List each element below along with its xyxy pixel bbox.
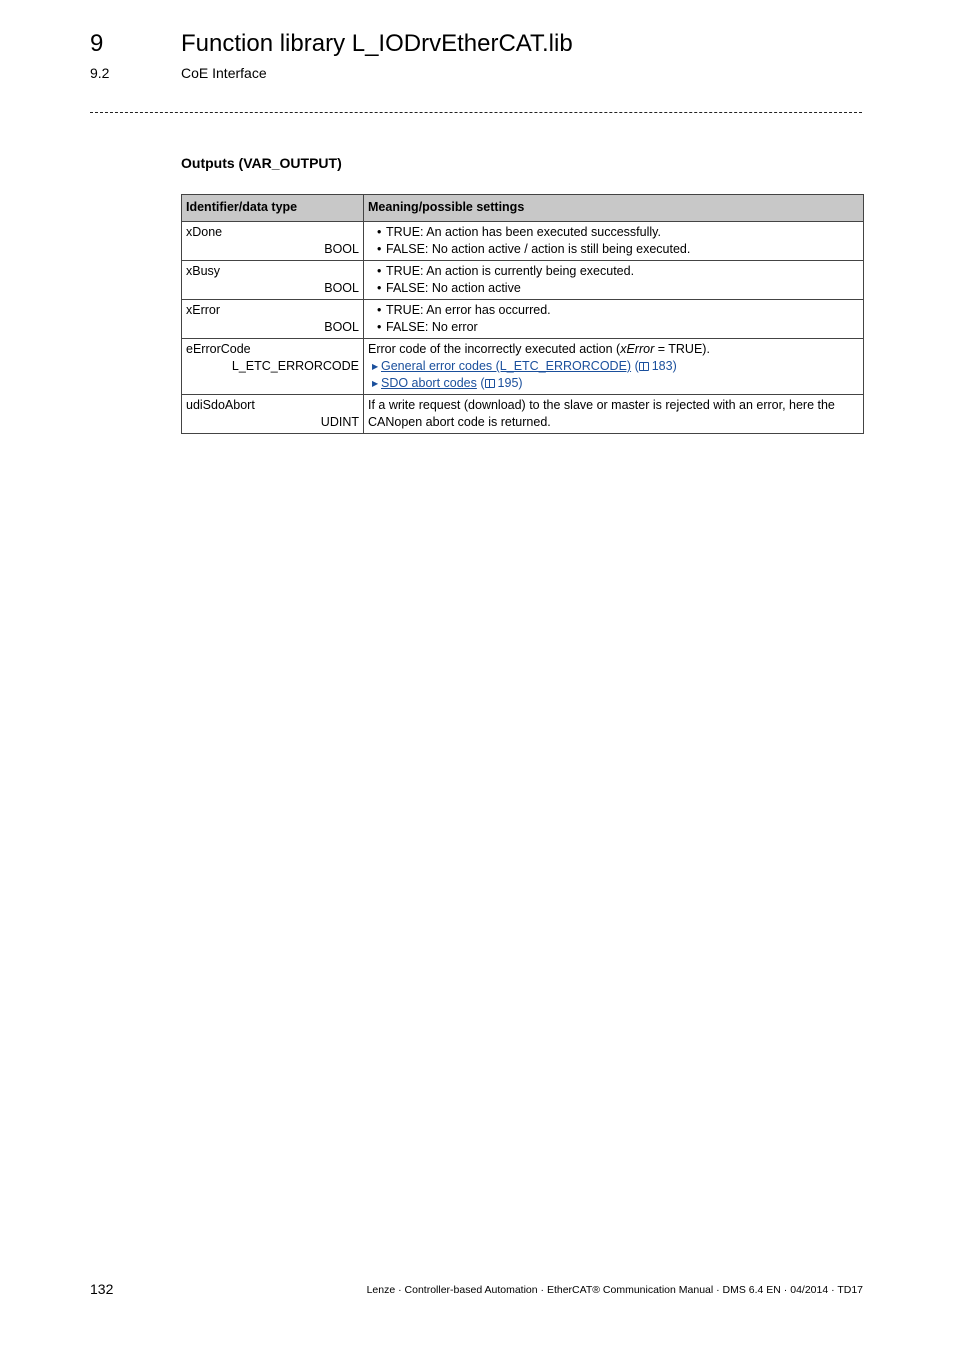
option-item: • TRUE: An action is currently being executed.: [377, 263, 859, 280]
data-type: UDINT: [320, 415, 359, 429]
dashed-divider: [90, 112, 862, 113]
meaning-cell: [364, 261, 864, 300]
cross-reference-item: [368, 358, 859, 375]
footer-publication-info: Lenze · Controller-based Automation · EtherCAT® Communication Manual · DMS 6.4 EN · 04/2014 · TD17: [366, 1284, 863, 1296]
page-header: [90, 28, 870, 84]
table-header-row: [182, 195, 864, 222]
section-title: CoE Interface: [181, 65, 267, 81]
description-italic: xError: [620, 342, 655, 356]
data-type: BOOL: [324, 320, 359, 334]
identifier-cell: [182, 339, 364, 395]
table-row-xerror: [182, 300, 864, 339]
column-header-meaning: Meaning/possible settings: [364, 195, 864, 222]
identifier-name: xBusy: [186, 264, 221, 278]
option-item: • FALSE: No error: [377, 319, 859, 336]
chapter-line: [90, 28, 870, 62]
meaning-cell: [364, 300, 864, 339]
identifier-cell: [182, 222, 364, 261]
meaning-cell: [364, 339, 864, 395]
identifier-cell: [182, 261, 364, 300]
chapter-title: Function library L_IODrvEtherCAT.lib: [181, 30, 573, 57]
triangle-right-icon: ▶: [372, 362, 379, 371]
identifier-cell: [182, 300, 364, 339]
section-number: 9.2: [90, 65, 110, 81]
identifier-cell: [182, 395, 364, 434]
link-general-error-codes[interactable]: General error codes (L_ETC_ERRORCODE): [381, 359, 632, 373]
page-number: 183: [651, 359, 673, 373]
identifier-name: xError: [186, 303, 221, 317]
data-type: BOOL: [324, 242, 359, 256]
page-number-footer: 132: [90, 1281, 114, 1297]
description-text-end: = TRUE).: [654, 342, 710, 356]
table-row-xdone: [182, 222, 864, 261]
meaning-cell: If a write request (download) to the slave or master is rejected with an error, here the CANopen abort code is returned.: [364, 395, 864, 434]
cross-reference-list: [368, 358, 859, 392]
option-item: • FALSE: No action active / action is still being executed.: [377, 241, 859, 258]
table-row-xbusy: [182, 261, 864, 300]
outputs-table: [181, 194, 864, 434]
section-line: [90, 62, 870, 84]
chapter-number: 9: [90, 30, 104, 57]
outputs-heading: Outputs (VAR_OUTPUT): [181, 155, 342, 171]
option-item: • TRUE: An error has occurred.: [377, 302, 859, 319]
identifier-name: udiSdoAbort: [186, 398, 255, 412]
option-list: [368, 302, 859, 336]
data-type: BOOL: [324, 281, 359, 295]
data-type: L_ETC_ERRORCODE: [231, 359, 359, 373]
option-list: [368, 224, 859, 258]
book-icon: [639, 362, 649, 371]
error-code-description: [368, 341, 859, 358]
book-icon: [485, 379, 495, 388]
page-reference[interactable]: ( 195): [480, 376, 523, 390]
page-number: 195: [497, 376, 519, 390]
option-list: [368, 263, 859, 297]
table-row-eerrorcode: [182, 339, 864, 395]
identifier-name: xDone: [186, 225, 223, 239]
meaning-cell: [364, 222, 864, 261]
link-sdo-abort-codes[interactable]: SDO abort codes: [381, 376, 477, 390]
page-reference[interactable]: ( 183): [634, 359, 677, 373]
table-row-udisdoabort: [182, 395, 864, 434]
identifier-name: eErrorCode: [186, 342, 251, 356]
option-item: • TRUE: An action has been executed successfully.: [377, 224, 859, 241]
cross-reference-item: [368, 375, 859, 392]
triangle-right-icon: ▶: [372, 379, 379, 388]
description-text: Error code of the incorrectly executed action (: [368, 342, 621, 356]
column-header-identifier: Identifier/data type: [182, 195, 364, 222]
option-item: • FALSE: No action active: [377, 280, 859, 297]
